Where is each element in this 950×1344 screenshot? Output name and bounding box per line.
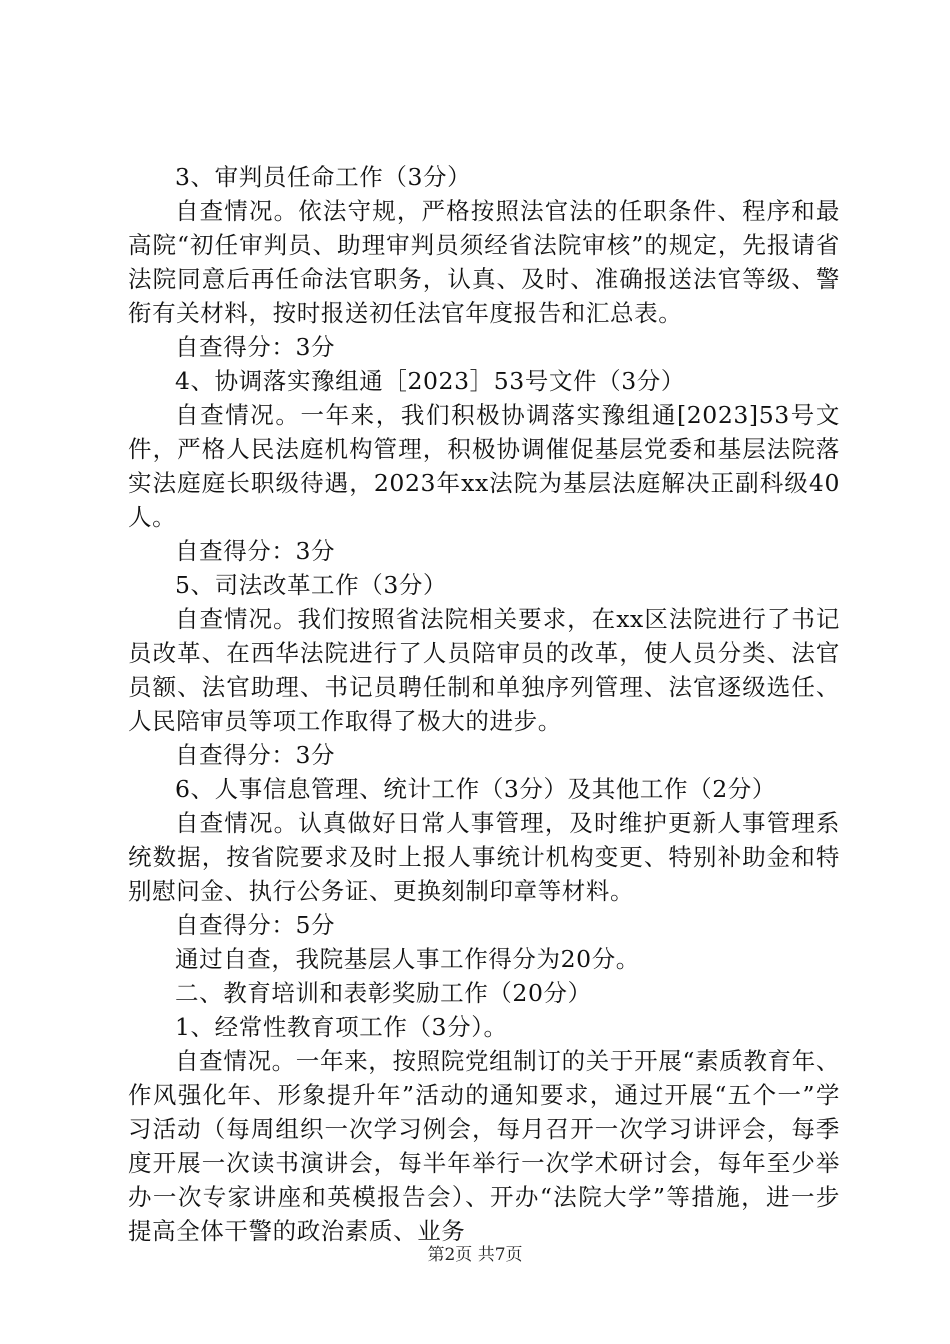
paragraph: 通过自查，我院基层人事工作得分为20分。 — [175, 945, 640, 973]
paragraph: 3、审判员任命工作（3分） — [175, 163, 472, 191]
paragraph: 6、人事信息管理、统计工作（3分）及其他工作（2分） — [175, 775, 776, 803]
paragraph: 自查情况。一年来，按照院党组制订的关于开展“素质教育年、作风强化年、形象提升年”活动的通知要求，通过开展“五个一”学习活动（每周组织一次学习例会，每月召开一次学习讲评会，每季度开展一次读书演讲会，每半年举行一次学术研讨会，每年至少举办一次专家讲座和英模报告会）、开办“法院大学”等措施，进一步提高全体干警的政治素质、业务 — [128, 1047, 840, 1245]
page-footer: 第2页 共7页 — [427, 1245, 523, 1265]
paragraph: 自查得分：3分 — [175, 537, 336, 565]
paragraph: 4、协调落实豫组通［2023］53号文件（3分） — [175, 367, 686, 395]
paragraph: 自查得分：3分 — [175, 333, 336, 361]
paragraph: 自查得分：5分 — [175, 911, 336, 939]
paragraph: 自查得分：3分 — [175, 741, 336, 769]
document-body — [128, 160, 840, 1248]
paragraph: 自查情况。我们按照省法院相关要求，在xx区法院进行了书记员改革、在西华法院进行了人员陪审员的改革，使人员分类、法官员额、法官助理、书记员聘任制和单独序列管理、法官逐级选任、人民陪审员等项工作取得了极大的进步。 — [128, 605, 840, 735]
paragraph: 1、经常性教育项工作（3分）。 — [175, 1013, 508, 1041]
paragraph: 自查情况。依法守规，严格按照法官法的任职条件、程序和最高院“初任审判员、助理审判员须经省法院审核”的规定，先报请省法院同意后再任命法官职务，认真、及时、准确报送法官等级、警衔有关材料，按时报送初任法官年度报告和汇总表。 — [128, 197, 840, 327]
paragraph: 5、司法改革工作（3分） — [175, 571, 448, 599]
paragraph: 二、教育培训和表彰奖励工作（20分） — [175, 979, 592, 1007]
paragraph: 自查情况。一年来，我们积极协调落实豫组通[2023]53号文件，严格人民法庭机构管理，积极协调催促基层党委和基层法院落实法庭庭长职级待遇，2023年xx法院为基层法庭解决正副科级40人。 — [128, 401, 840, 531]
paragraph: 自查情况。认真做好日常人事管理，及时维护更新人事管理系统数据，按省院要求及时上报人事统计机构变更、特别补助金和特别慰问金、执行公务证、更换刻制印章等材料。 — [128, 809, 840, 905]
